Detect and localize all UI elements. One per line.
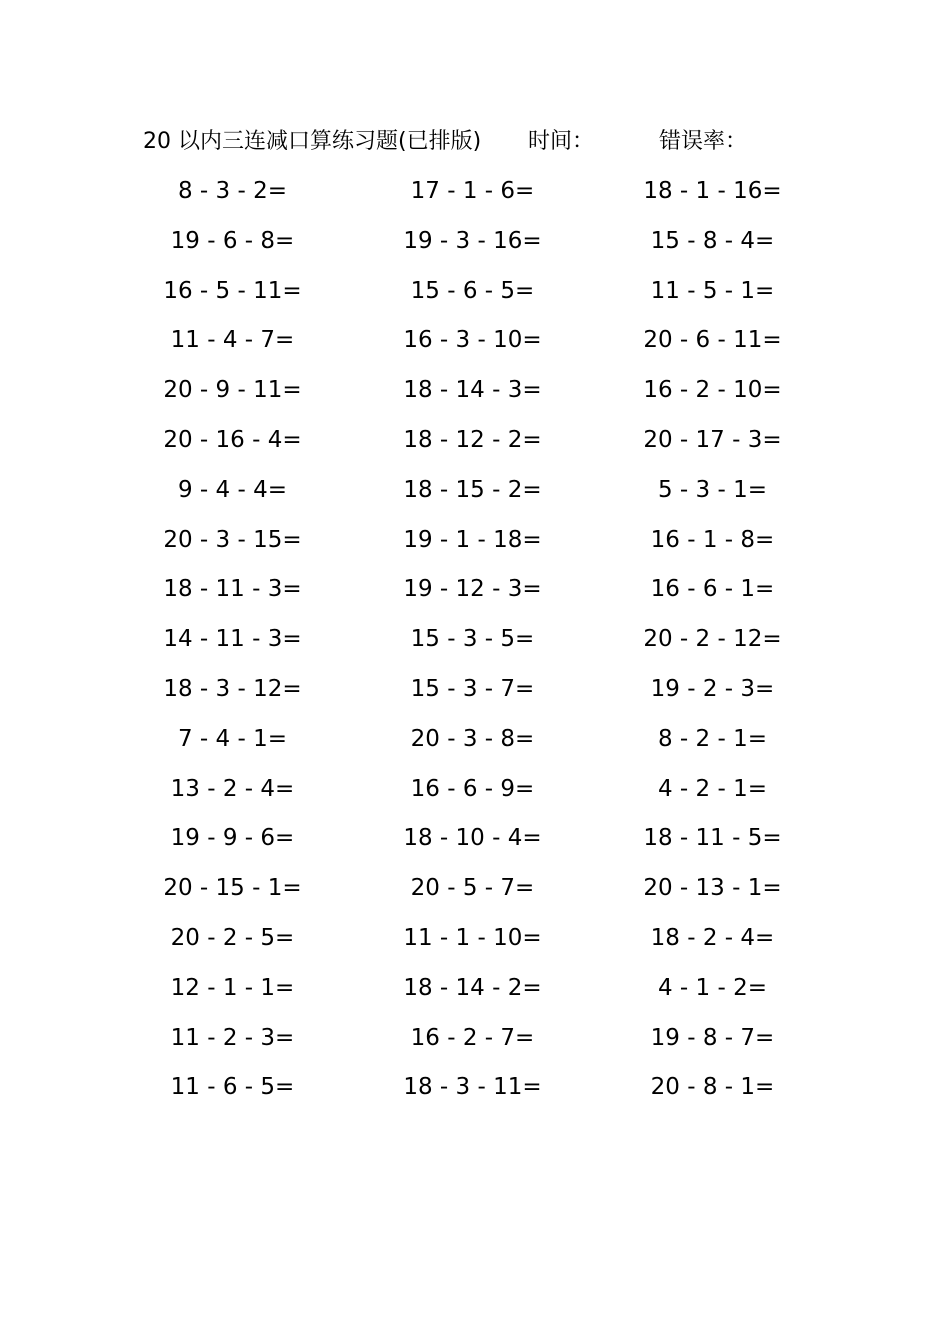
math-problem: 11 - 4 - 7= [170, 327, 295, 354]
math-problem: 11 - 6 - 5= [170, 1074, 295, 1101]
math-problem: 20 - 15 - 1= [163, 875, 302, 902]
problem-row [145, 270, 805, 320]
math-problem: 16 - 5 - 11= [163, 277, 302, 304]
math-problem: 19 - 12 - 3= [403, 576, 542, 603]
math-problem: 20 - 13 - 1= [643, 875, 782, 902]
problem-row [145, 1066, 805, 1116]
math-problem: 19 - 1 - 18= [403, 526, 542, 553]
problem-row [145, 967, 805, 1017]
math-problem: 18 - 3 - 12= [163, 675, 302, 702]
problem-row [145, 220, 805, 270]
problem-row [145, 1017, 805, 1067]
math-problem: 14 - 11 - 3= [163, 626, 302, 653]
math-problem: 20 - 2 - 5= [170, 924, 295, 951]
math-problem: 15 - 3 - 5= [410, 626, 535, 653]
problem-row [145, 469, 805, 519]
math-problem: 16 - 2 - 10= [643, 377, 782, 404]
error-rate-label: 错误率： [659, 129, 748, 154]
problem-row [145, 618, 805, 668]
problem-row [145, 170, 805, 220]
math-problem: 20 - 3 - 8= [410, 725, 535, 752]
problem-row [145, 718, 805, 768]
math-problem: 20 - 3 - 15= [163, 526, 302, 553]
math-problem: 11 - 5 - 1= [650, 277, 775, 304]
math-problem: 4 - 1 - 2= [657, 974, 767, 1001]
problem-row [145, 519, 805, 569]
math-problem: 5 - 3 - 1= [657, 476, 767, 503]
math-problem: 16 - 2 - 7= [410, 1024, 535, 1051]
math-problem: 16 - 1 - 8= [650, 526, 775, 553]
math-problem: 19 - 6 - 8= [170, 227, 295, 254]
worksheet-title: 20 以内三连减口算练习题(已排版) [143, 129, 482, 154]
math-problem: 20 - 6 - 11= [643, 327, 782, 354]
problem-grid [145, 170, 805, 1116]
problem-row [145, 419, 805, 469]
problem-row [145, 369, 805, 419]
math-problem: 20 - 17 - 3= [643, 426, 782, 453]
math-problem: 20 - 9 - 11= [163, 377, 302, 404]
math-problem: 18 - 15 - 2= [403, 476, 542, 503]
math-problem: 18 - 14 - 2= [403, 974, 542, 1001]
problem-row [145, 768, 805, 818]
math-problem: 20 - 16 - 4= [163, 426, 302, 453]
math-problem: 15 - 3 - 7= [410, 675, 535, 702]
math-problem: 4 - 2 - 1= [657, 775, 767, 802]
math-problem: 16 - 3 - 10= [403, 327, 542, 354]
math-problem: 13 - 2 - 4= [170, 775, 295, 802]
math-problem: 16 - 6 - 1= [650, 576, 775, 603]
math-problem: 7 - 4 - 1= [177, 725, 287, 752]
math-problem: 19 - 3 - 16= [403, 227, 542, 254]
math-problem: 18 - 12 - 2= [403, 426, 542, 453]
math-problem: 18 - 3 - 11= [403, 1074, 542, 1101]
math-problem: 19 - 2 - 3= [650, 675, 775, 702]
math-problem: 12 - 1 - 1= [170, 974, 295, 1001]
math-problem: 19 - 8 - 7= [650, 1024, 775, 1051]
math-problem: 15 - 6 - 5= [410, 277, 535, 304]
math-problem: 18 - 11 - 5= [643, 825, 782, 852]
problem-row [145, 817, 805, 867]
math-problem: 11 - 2 - 3= [170, 1024, 295, 1051]
math-problem: 11 - 1 - 10= [403, 924, 542, 951]
math-problem: 20 - 8 - 1= [650, 1074, 775, 1101]
worksheet-header [143, 124, 803, 160]
problem-row [145, 319, 805, 369]
math-problem: 15 - 8 - 4= [650, 227, 775, 254]
math-problem: 16 - 6 - 9= [410, 775, 535, 802]
math-problem: 18 - 2 - 4= [650, 924, 775, 951]
math-problem: 8 - 2 - 1= [657, 725, 767, 752]
math-problem: 18 - 14 - 3= [403, 377, 542, 404]
math-problem: 20 - 5 - 7= [410, 875, 535, 902]
math-problem: 8 - 3 - 2= [177, 178, 287, 204]
math-problem: 19 - 9 - 6= [170, 825, 295, 852]
math-problem: 17 - 1 - 6= [410, 178, 535, 204]
problem-row [145, 668, 805, 718]
math-problem: 18 - 1 - 16= [643, 178, 782, 204]
math-problem: 18 - 10 - 4= [403, 825, 542, 852]
problem-row [145, 867, 805, 917]
problem-row [145, 568, 805, 618]
math-problem: 9 - 4 - 4= [177, 476, 287, 503]
math-problem: 18 - 11 - 3= [163, 576, 302, 603]
math-problem: 20 - 2 - 12= [643, 626, 782, 653]
time-label: 时间： [528, 129, 595, 154]
problem-row [145, 917, 805, 967]
